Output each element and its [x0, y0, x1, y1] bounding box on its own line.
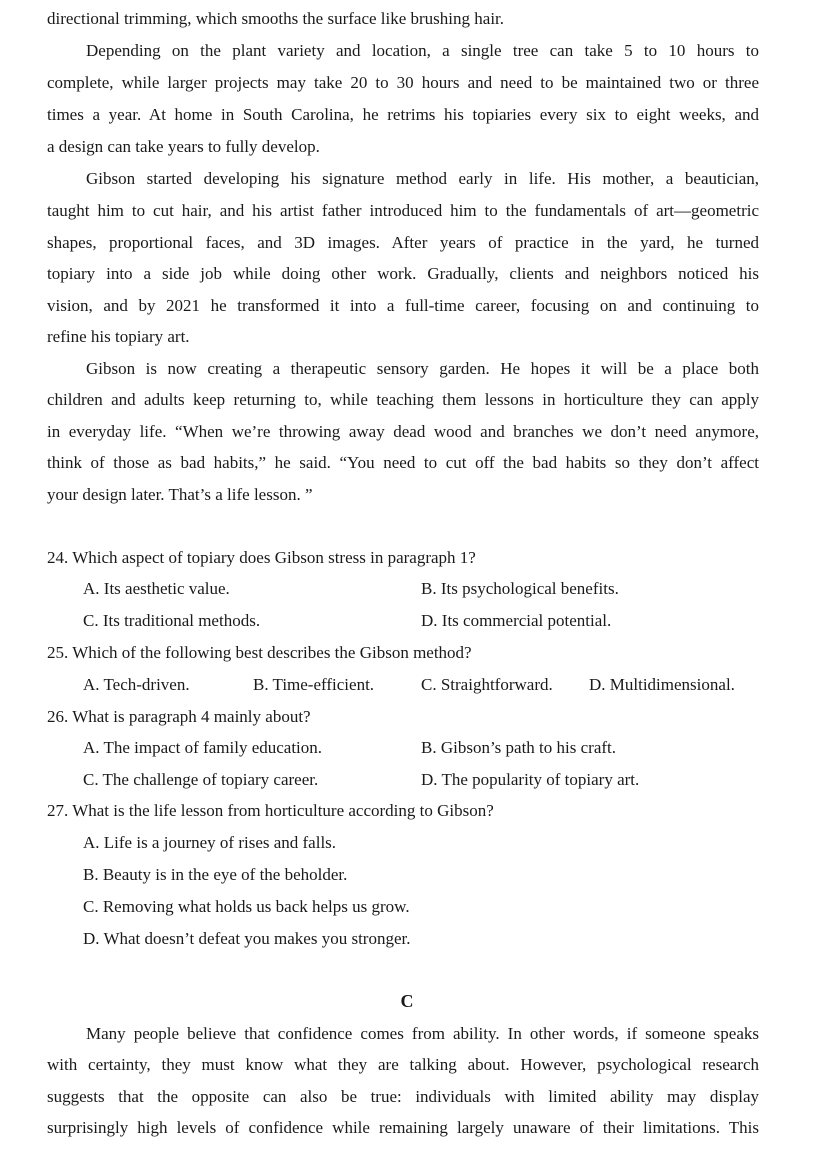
passage-line: shapes, proportional faces, and 3D images. After years of practice in the yard, he turned	[47, 233, 759, 252]
option-b[interactable]: B. Gibson’s path to his craft.	[421, 738, 617, 757]
passage-line: surprisingly high levels of confidence while remaining largely unaware of their limitations. This	[47, 1118, 759, 1137]
passage-line: your design later. That’s a life lesson. ”	[47, 485, 313, 504]
option-a[interactable]: A. Life is a journey of rises and falls.	[83, 833, 337, 852]
passage-line: a design can take years to fully develop.	[47, 137, 320, 156]
option-c[interactable]: C. The challenge of topiary career.	[83, 770, 319, 789]
question-stem: 27. What is the life lesson from horticulture according to Gibson?	[47, 801, 494, 820]
option-a[interactable]: A. Tech-driven.	[83, 675, 190, 694]
passage-line: topiary into a side job while doing other work. Gradually, clients and neighbors noticed his	[47, 264, 759, 283]
option-d[interactable]: D. The popularity of topiary art.	[421, 770, 640, 789]
passage-line: children and adults keep returning to, while teaching them lessons in horticulture they can apply	[47, 390, 759, 409]
question-stem: 24. Which aspect of topiary does Gibson stress in paragraph 1?	[47, 548, 476, 567]
option-b[interactable]: B. Time-efficient.	[253, 675, 375, 694]
passage-line: suggests that the opposite can also be true: individuals with limited ability may display	[47, 1087, 759, 1106]
option-c[interactable]: C. Straightforward.	[421, 675, 553, 694]
passage-line: refine his topiary art.	[47, 327, 190, 346]
passage-line: vision, and by 2021 he transformed it into a full-time career, focusing on and continuing to	[47, 296, 759, 315]
passage-line: complete, while larger projects may take 20 to 30 hours and need to be maintained two or three	[47, 73, 759, 92]
passage-line: times a year. At home in South Carolina, he retrims his topiaries every six to eight weeks, and	[47, 105, 759, 124]
passage-line: taught him to cut hair, and his artist father introduced him to the fundamentals of art—geometric	[47, 201, 759, 220]
passage-line: Gibson is now creating a therapeutic sensory garden. He hopes it will be a place both	[86, 359, 759, 378]
passage-line: Depending on the plant variety and location, a single tree can take 5 to 10 hours to	[86, 41, 759, 60]
option-d[interactable]: D. Multidimensional.	[589, 675, 735, 694]
option-a[interactable]: A. Its aesthetic value.	[83, 579, 230, 598]
option-c[interactable]: C. Removing what holds us back helps us grow.	[83, 897, 410, 916]
question-stem: 26. What is paragraph 4 mainly about?	[47, 707, 311, 726]
option-d[interactable]: D. What doesn’t defeat you makes you stronger.	[83, 929, 411, 948]
passage-line: Many people believe that confidence comes from ability. In other words, if someone speaks	[86, 1024, 759, 1043]
option-b[interactable]: B. Beauty is in the eye of the beholder.	[83, 865, 348, 884]
option-d[interactable]: D. Its commercial potential.	[421, 611, 612, 630]
option-b[interactable]: B. Its psychological benefits.	[421, 579, 619, 598]
passage-line: in everyday life. “When we’re throwing away dead wood and branches we don’t need anymore,	[47, 422, 759, 441]
passage-line: Gibson started developing his signature method early in life. His mother, a beautician,	[86, 169, 759, 188]
passage-line: directional trimming, which smooths the surface like brushing hair.	[47, 9, 505, 28]
option-a[interactable]: A. The impact of family education.	[83, 738, 323, 757]
section-heading: C	[400, 991, 414, 1011]
passage-line: think of those as bad habits,” he said. “You need to cut off the bad habits so they don’t affect	[47, 453, 759, 472]
question-stem: 25. Which of the following best describes the Gibson method?	[47, 643, 472, 662]
passage-line: with certainty, they must know what they are talking about. However, psychological research	[47, 1055, 759, 1074]
option-c[interactable]: C. Its traditional methods.	[83, 611, 261, 630]
